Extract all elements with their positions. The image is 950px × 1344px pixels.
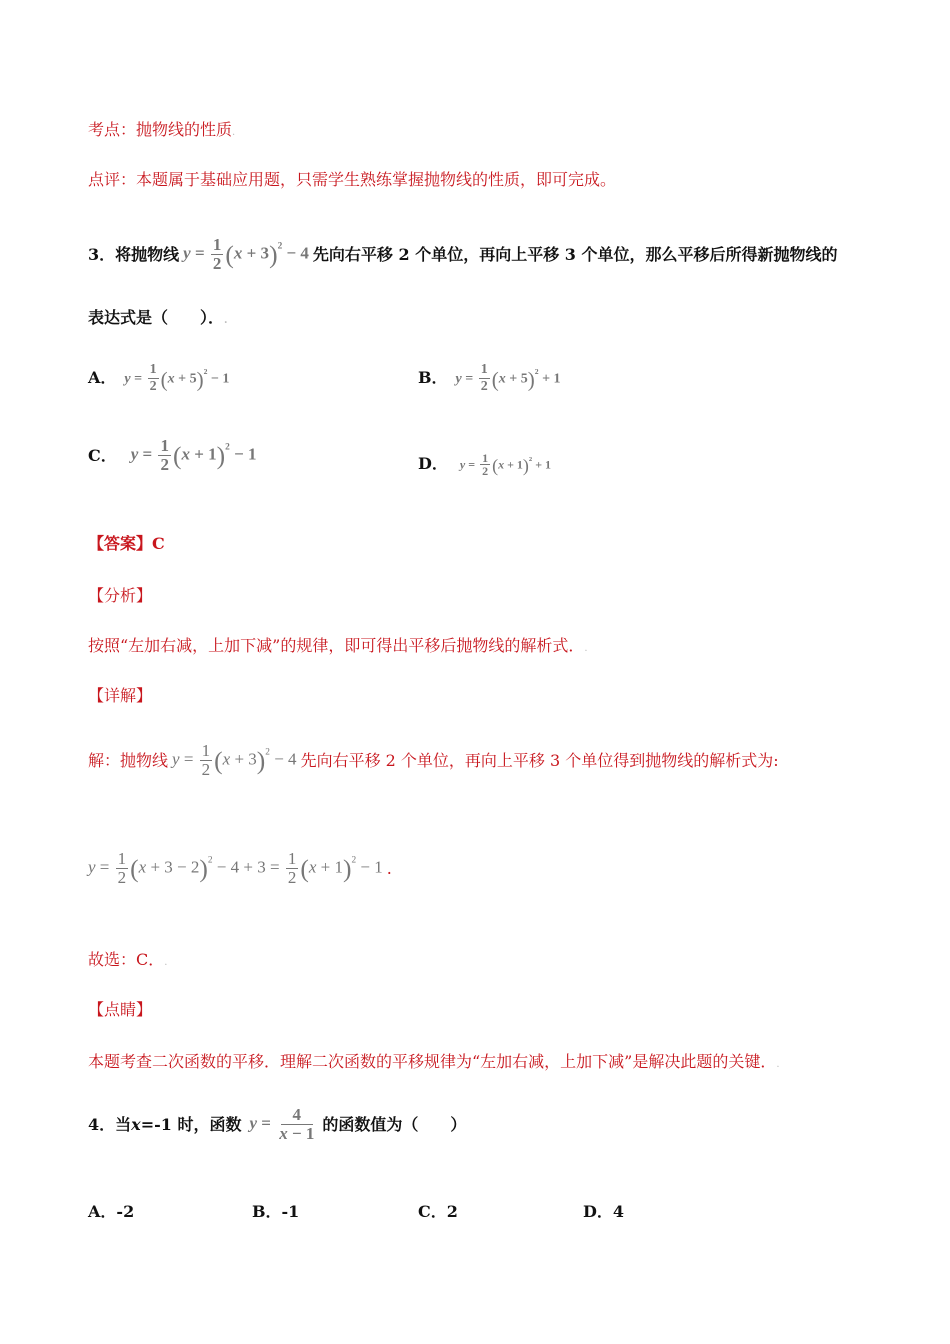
q3-option-c-formula: y = $\frac{1}{2}$ $(x + 1)^2 - 1$ — [130, 436, 257, 475]
q4-var: x — [131, 1115, 141, 1134]
q3-option-a-formula: y = $\frac{1}{2}$ $(x + 5)^2 - 1$ — [124, 362, 230, 394]
q4-option-d-label: D． — [583, 1202, 613, 1221]
analysis-text: 按照“左加右减，上加下减”的规律，即可得出平移后抛物线的解析式． — [88, 636, 585, 655]
dianping-line — [88, 170, 616, 190]
detail-line — [88, 738, 779, 784]
q4-option-a[interactable] — [88, 1202, 134, 1222]
detail-prefix: 解：抛物线 — [88, 751, 169, 770]
q3-line2-text: 表达式是（ ）． — [88, 308, 225, 327]
q3-line1 — [88, 232, 837, 278]
q4-option-d-value: 4 — [612, 1202, 625, 1221]
q3-option-b-formula: y = $\frac{1}{2}$ $(x + 5)^2 + 1$ — [455, 362, 561, 394]
derivation-line: y = $\frac{1}{2}$ $(x + 3 - 2)^2 - 4 + 3$ = $\frac{1}{2}$ $(x + 1)^2 - 1$ . — [88, 849, 392, 888]
q3-option-c[interactable] — [88, 432, 257, 480]
comment-head-text: 【点睛】 — [88, 1000, 153, 1019]
answer-line — [88, 534, 165, 554]
comment-line: 本题考查二次函数的平移．理解二次函数的平移规律为“左加右减，上加下减”是解决此题的关键．. — [88, 1052, 780, 1071]
q3-option-d-label: D． — [418, 454, 448, 473]
q4-cond: =-1 时，函数 — [140, 1115, 242, 1134]
comment-text: 本题考查二次函数的平移．理解二次函数的平移规律为“左加右减，上加下减”是解决此题的关键． — [88, 1052, 777, 1071]
q4-option-c-value: 2 — [446, 1202, 458, 1221]
detail-formula: y = $\frac{1}{2}$ $(x + 3)^2 - 4$ — [172, 741, 297, 780]
comment-head — [88, 1000, 152, 1020]
q4-prefix: 4．当 — [88, 1115, 132, 1134]
q3-suffix: 先向右平移 2 个单位，再向上平移 3 个单位，那么平移后所得新抛物线的 — [312, 245, 838, 264]
choose-text: 故选：C． — [88, 950, 165, 969]
kaodian-text: 考点：抛物线的性质 — [88, 120, 233, 139]
derivation-formula: y = $\frac{1}{2}$ $(x + 3 - 2)^2 - 4 + 3$ = $\frac{1}{2}$ $(x + 1)^2 - 1$ — [88, 849, 383, 888]
q4-option-b-value: -1 — [281, 1202, 300, 1221]
q3-option-b[interactable] — [418, 356, 561, 400]
q3-option-c-label: C． — [88, 446, 117, 465]
detail-suffix: 先向右平移 2 个单位，再向上平移 3 个单位得到抛物线的解析式为: — [300, 751, 779, 770]
q3-option-b-label: B． — [418, 368, 448, 387]
choose-line: 故选：C．. — [88, 950, 168, 969]
analysis-head — [88, 586, 152, 606]
q3-line2: 表达式是（ ）．. — [88, 308, 228, 327]
q4-line — [88, 1098, 466, 1152]
kaodian-line: 考点：抛物线的性质. — [88, 120, 236, 139]
q4-option-c-label: C． — [418, 1202, 447, 1221]
detail-head-text: 【详解】 — [88, 686, 153, 705]
q4-option-c[interactable] — [418, 1202, 458, 1222]
q3-option-d[interactable] — [418, 444, 551, 484]
q3-option-a[interactable] — [88, 356, 229, 400]
detail-head — [88, 686, 152, 706]
q4-suffix: 的函数值为（ ） — [322, 1115, 467, 1134]
q4-option-d[interactable] — [583, 1202, 624, 1222]
analysis-head-text: 【分析】 — [88, 586, 153, 605]
analysis-line: 按照“左加右减，上加下减”的规律，即可得出平移后抛物线的解析式．. — [88, 636, 588, 655]
q4-option-a-value: -2 — [116, 1202, 135, 1221]
q3-prefix: 3．将抛物线 — [88, 245, 180, 264]
q3-option-a-label: A． — [88, 368, 117, 387]
dianping-text: 点评：本题属于基础应用题，只需学生熟练掌握抛物线的性质，即可完成。 — [88, 170, 617, 189]
q4-formula: y = $\frac{4}{x - 1}$ — [249, 1105, 315, 1144]
q4-option-a-label: A． — [88, 1202, 117, 1221]
q4-option-b[interactable] — [252, 1202, 299, 1222]
q3-option-d-formula: y = $\frac{1}{2}$ $(x + 1)^2 + 1$ — [459, 450, 552, 479]
answer-text: 【答案】C — [88, 534, 165, 553]
q3-formula: y = $\frac{1}{2}$ $(x + 3)^2 - 4$ — [183, 235, 309, 274]
q4-option-b-label: B． — [252, 1202, 282, 1221]
